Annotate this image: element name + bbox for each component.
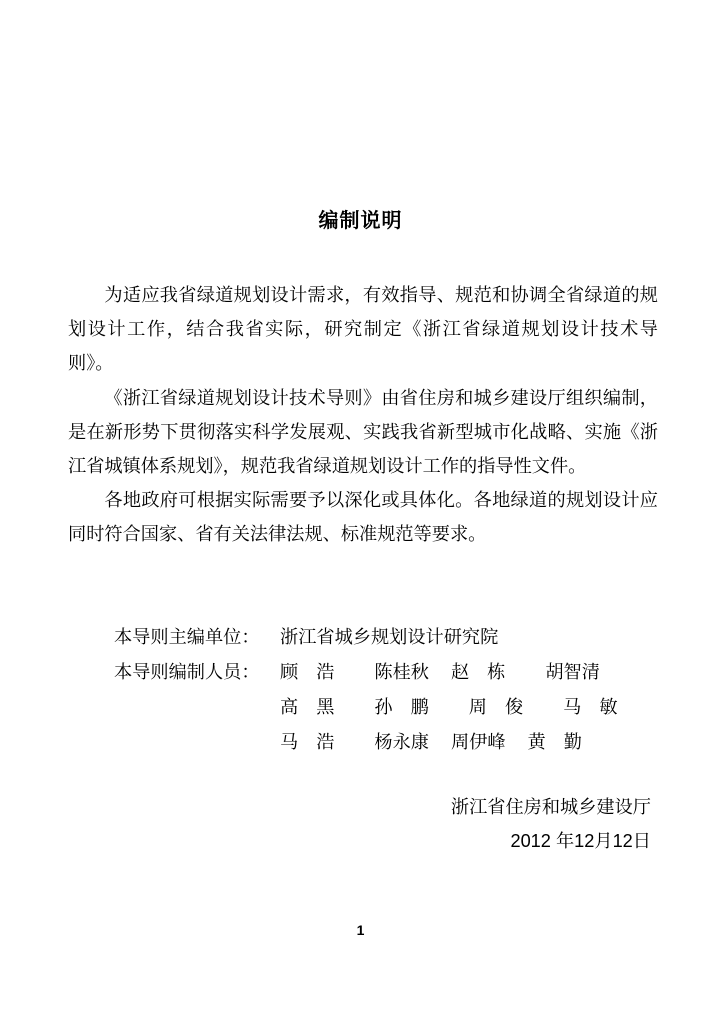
chief-unit-name: 浙江省城乡规划设计研究院	[280, 627, 499, 648]
staff-name: 马敏	[563, 697, 636, 718]
issuer: 浙江省住房和城乡建设厅	[450, 797, 651, 818]
paragraph-1: 为适应我省绿道规划设计需求，有效指导、规范和协调全省绿道的规划设计工作，结合我省实际，研究制定《浙江省绿道规划设计技术导则》。	[68, 285, 658, 375]
chief-unit-line	[114, 620, 658, 655]
staff-row	[114, 655, 658, 690]
staff-name: 赵栋	[450, 662, 524, 683]
staff-row	[114, 725, 658, 760]
staff-names	[280, 725, 622, 760]
staff-name: 孙鹏	[374, 697, 447, 718]
staff-name: 黄勤	[527, 732, 600, 753]
staff-name: 顾浩	[280, 662, 353, 683]
staff-name: 高黑	[280, 697, 353, 718]
staff-row	[114, 690, 658, 725]
issue-date-text: 2012 年12月12日	[510, 831, 651, 851]
staff-name: 周伊峰	[450, 732, 506, 753]
credits-block	[114, 620, 658, 760]
staff-name: 周俊	[468, 697, 542, 718]
body-text	[68, 279, 658, 553]
staff-name: 胡智清	[545, 662, 600, 683]
staff-name: 马浩	[280, 732, 353, 753]
chief-unit-label: 本导则主编单位：	[114, 627, 260, 648]
issue-date	[510, 827, 651, 853]
document-title: 编制说明	[318, 208, 403, 232]
paragraph-2: 《浙江省绿道规划设计技术导则》由省住房和城乡建设厅组织编制，是在新形势下贯彻落实科学发展观、实践我省新型城市化战略、实施《浙江省城镇体系规划》，规范我省绿道规划设计工作的指导性文件。	[68, 387, 658, 478]
staff-name: 杨永康	[374, 732, 429, 753]
paragraph-3: 各地政府可根据实际需要予以深化或具体化。各地绿道的规划设计应同时符合国家、省有关法律法规、标准规范等要求。	[68, 490, 658, 546]
staff-label: 本导则编制人员：	[114, 662, 260, 683]
page-number: 1	[356, 922, 365, 938]
staff-names	[280, 690, 658, 725]
staff-name: 陈桂秋	[374, 662, 429, 683]
staff-names	[280, 655, 622, 690]
